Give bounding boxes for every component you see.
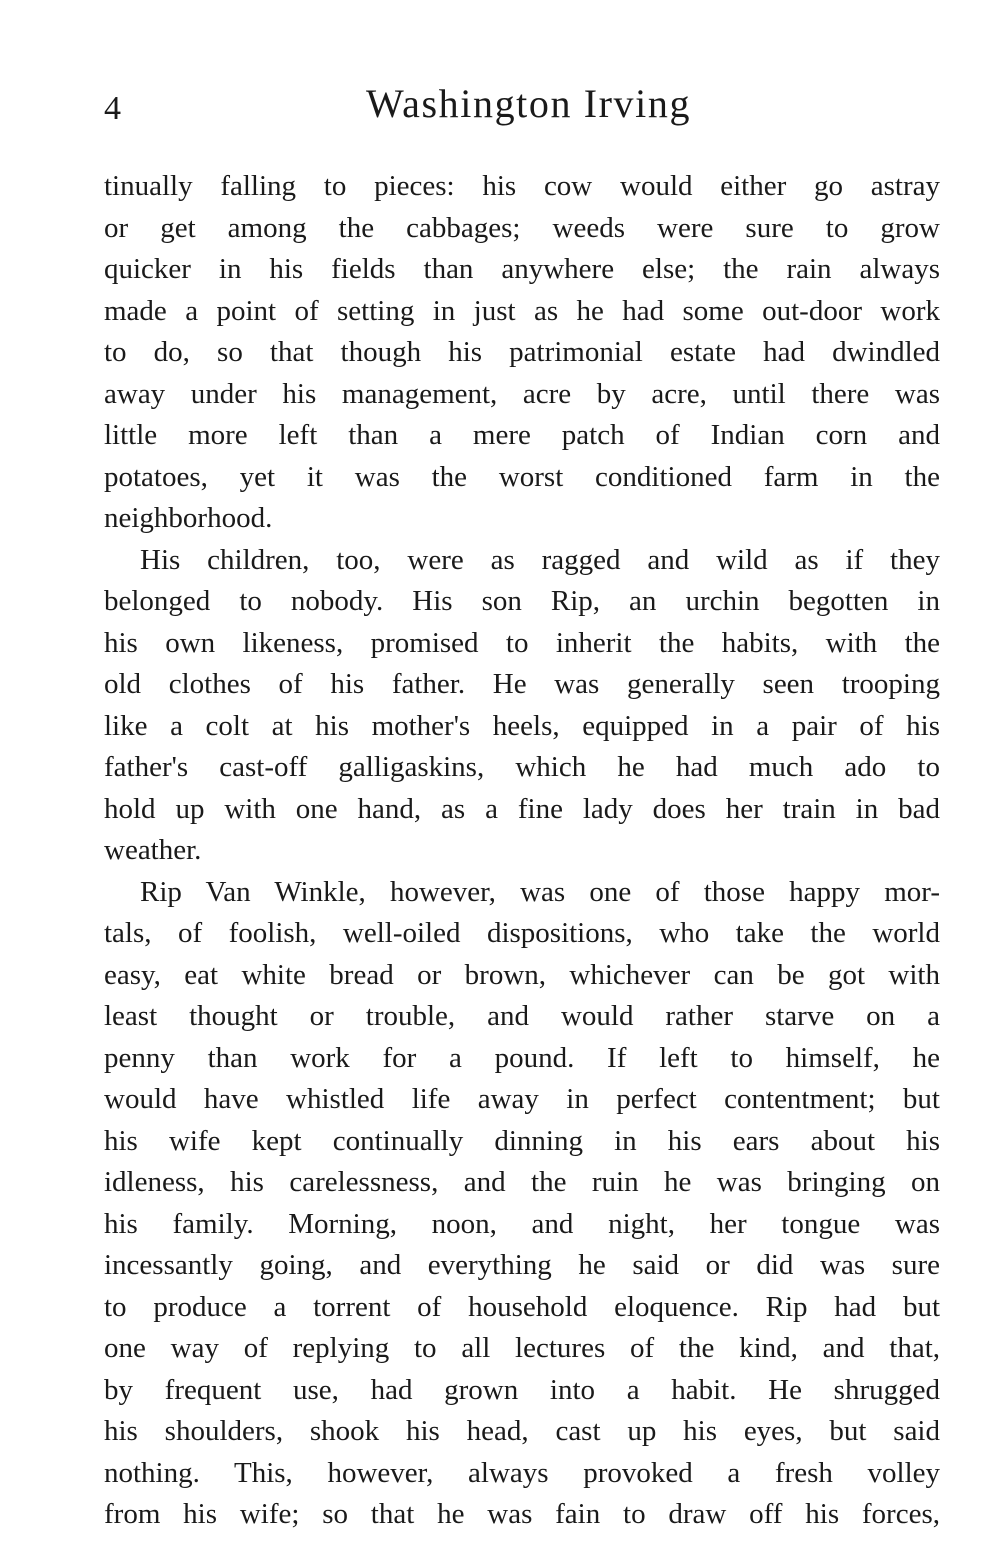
text-line: his shoulders, shook his head, cast up his eyes, but said	[104, 1415, 940, 1447]
text-line: his family. Morning, noon, and night, her tongue was	[104, 1207, 940, 1240]
paragraph-end-line: weather.	[104, 834, 202, 866]
text-line: to produce a torrent of household eloquence. Rip had but	[104, 1290, 940, 1323]
text-line: from his wife; so that he was fain to draw off his forces,	[104, 1498, 940, 1530]
text-line: quicker in his fields than anywhere else; the rain always	[104, 253, 940, 285]
text-line: hold up with one hand, as a fine lady does her train in bad	[104, 792, 940, 825]
text-line: would have whistled life away in perfect contentment; but	[104, 1083, 940, 1115]
running-title: Washington Irving	[366, 81, 692, 126]
text-line: belonged to nobody. His son Rip, an urchin begotten in	[104, 585, 940, 617]
text-line: to do, so that though his patrimonial estate had dwindled	[104, 336, 940, 368]
text-line: tals, of foolish, well-oiled dispositions, who take the world	[104, 917, 940, 949]
text-line: one way of replying to all lectures of the kind, and that,	[104, 1332, 940, 1364]
text-line: like a colt at his mother's heels, equipped in a pair of his	[104, 709, 940, 742]
text-line: little more left than a mere patch of Indian corn and	[104, 419, 940, 451]
text-line: potatoes, yet it was the worst conditioned farm in the	[104, 460, 940, 493]
text-line: easy, eat white bread or brown, whichever can be got with	[104, 958, 940, 991]
text-line: made a point of setting in just as he had some out-door work	[104, 294, 940, 327]
text-line: away under his management, acre by acre, until there was	[104, 377, 940, 410]
text-line: tinually falling to pieces: his cow would either go astray	[104, 170, 940, 202]
page-header	[104, 76, 940, 136]
page-number: 4	[104, 90, 122, 127]
paragraph-end-line: neighborhood.	[104, 502, 273, 534]
paragraph-start-line: His children, too, were as ragged and wild as if they	[140, 543, 940, 576]
text-line: his own likeness, promised to inherit the habits, with the	[104, 626, 940, 659]
text-line: his wife kept continually dinning in his ears about his	[104, 1124, 940, 1157]
text-line: least thought or trouble, and would rather starve on a	[104, 1000, 940, 1032]
paragraph-start-line: Rip Van Winkle, however, was one of those happy mor-	[140, 875, 940, 908]
text-line: incessantly going, and everything he said or did was sure	[104, 1249, 940, 1281]
text-line: or get among the cabbages; weeds were sure to grow	[104, 211, 940, 244]
text-line: idleness, his carelessness, and the ruin he was bringing on	[104, 1166, 940, 1198]
body-text	[104, 166, 940, 1536]
text-line: father's cast-off galligaskins, which he had much ado to	[104, 751, 940, 783]
text-line: penny than work for a pound. If left to himself, he	[104, 1041, 940, 1074]
text-line: nothing. This, however, always provoked a fresh volley	[104, 1456, 940, 1489]
text-line: old clothes of his father. He was generally seen trooping	[104, 668, 940, 700]
text-line: by frequent use, had grown into a habit. He shrugged	[104, 1373, 940, 1406]
